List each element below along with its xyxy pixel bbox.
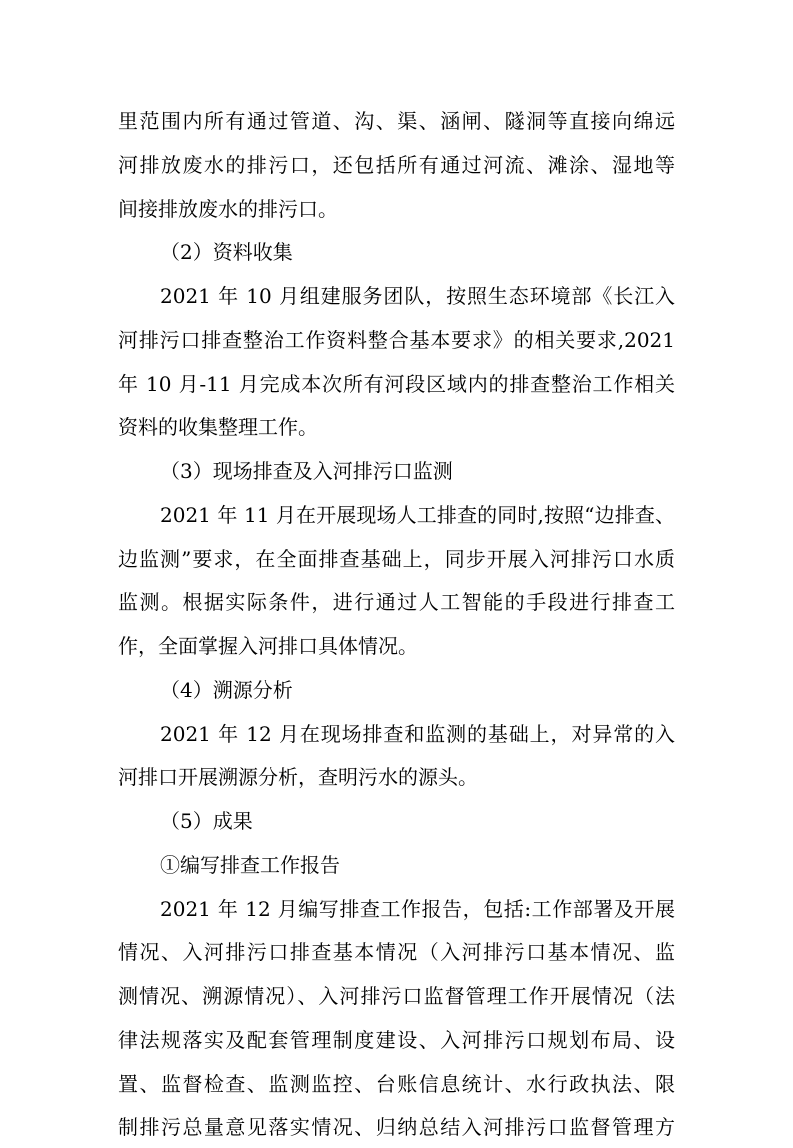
text-line: 河排放废水的排污口，还包括所有通过河流、滩涂、湿地等 xyxy=(118,153,675,177)
text-line: 2021 年 12 月在现场排查和监测的基础上，对异常的入 xyxy=(160,722,675,746)
text-line: 监测。根据实际条件，进行通过人工智能的手段进行排查工 xyxy=(118,590,675,614)
text-line: 2021 年 10 月组建服务团队，按照生态环境部《长江入 xyxy=(160,284,675,308)
text-line: 情况、入河排污口排查基本情况（入河排污口基本情况、监 xyxy=(118,940,675,964)
section-heading: （2）资料收集 xyxy=(160,240,293,264)
text-line: 里范围内所有通过管道、沟、渠、涵闸、隧洞等直接向绵远 xyxy=(118,109,675,133)
section-heading: （3）现场排查及入河排污口监测 xyxy=(160,459,453,483)
text-line: 制排污总量意见落实情况、归纳总结入河排污口监督管理方 xyxy=(118,1115,675,1139)
text-line: 年 10 月-11 月完成本次所有河段区域内的排查整治工作相关 xyxy=(118,372,675,396)
subsection-heading: ①编写排查工作报告 xyxy=(160,853,340,877)
text-line: 律法规落实及配套管理制度建设、入河排污口规划布局、设 xyxy=(118,1028,675,1052)
text-line: 河排污口排查整治工作资料整合基本要求》的相关要求,2021 xyxy=(118,328,675,352)
text-line: 测情况、溯源情况）、入河排污口监督管理工作开展情况（法 xyxy=(118,984,675,1008)
text-line: 河排口开展溯源分析，查明污水的源头。 xyxy=(118,765,478,789)
text-line: 作，全面掌握入河排口具体情况。 xyxy=(118,634,418,658)
text-line: 间接排放废水的排污口。 xyxy=(118,197,338,221)
section-heading: （5）成果 xyxy=(160,809,253,833)
text-line: 边监测”要求，在全面排查基础上，同步开展入河排污口水质 xyxy=(118,547,675,571)
text-line: 置、监督检查、监测监控、台账信息统计、水行政执法、限 xyxy=(118,1072,675,1096)
text-line: 资料的收集整理工作。 xyxy=(118,415,318,439)
text-line: 2021 年 11 月在开展现场人工排查的同时,按照“边排查、 xyxy=(160,503,675,527)
section-heading: （4）溯源分析 xyxy=(160,678,293,702)
text-line: 2021 年 12 月编写排查工作报告，包括:工作部署及开展 xyxy=(160,897,675,921)
